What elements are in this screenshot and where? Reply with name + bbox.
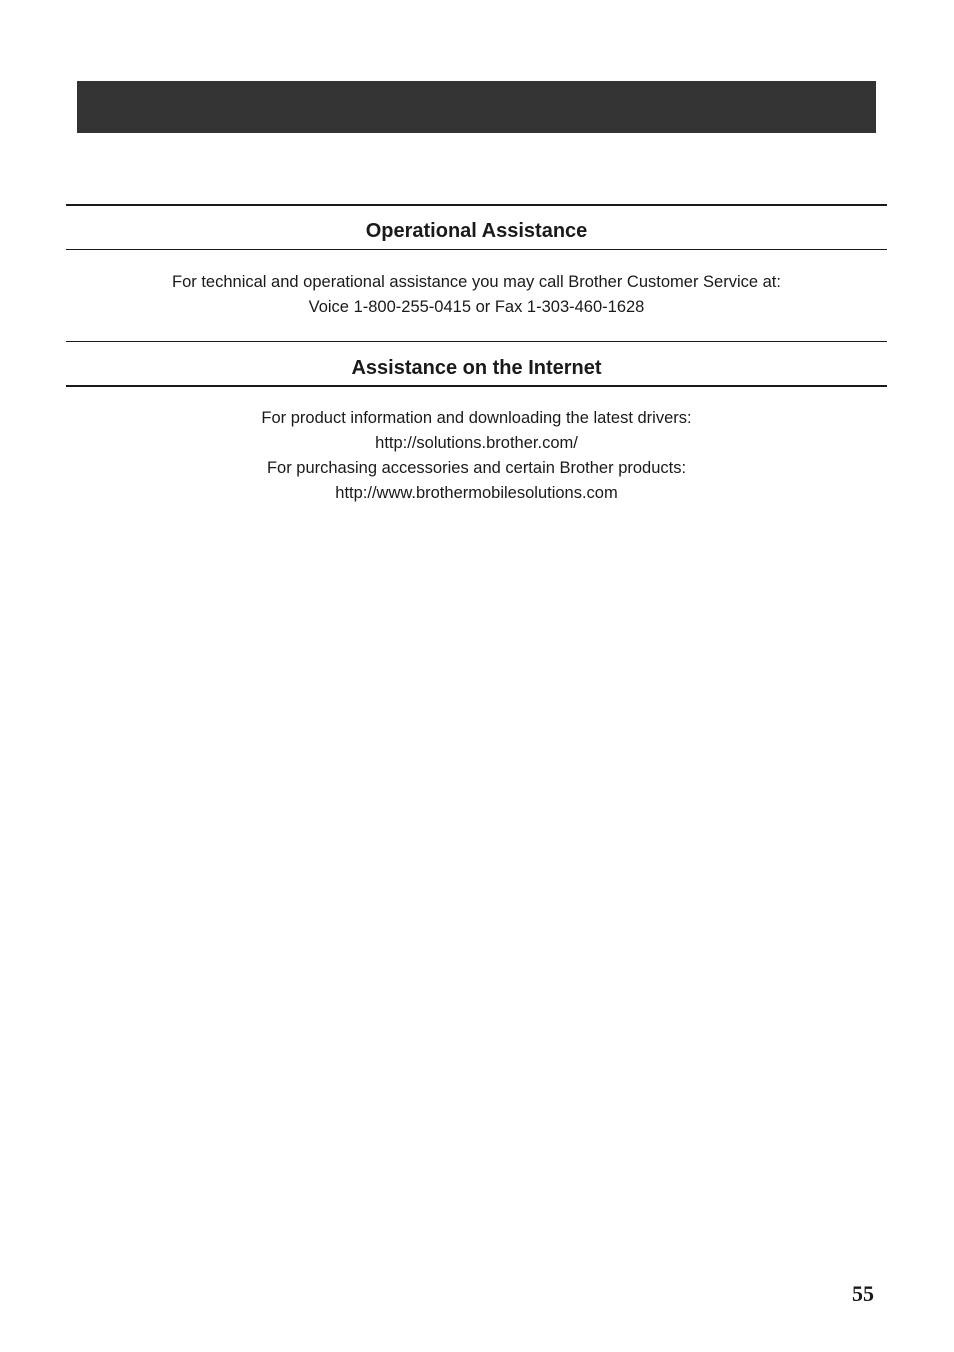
section-bottom-rule — [66, 249, 887, 250]
text-line: For technical and operational assistance you may call Brother Customer Service at: — [172, 273, 781, 291]
section-title-internet-assistance: Assistance on the Internet — [351, 357, 602, 379]
text-line: For purchasing accessories and certain Brother products: — [266, 459, 687, 477]
operational-assistance-text — [66, 270, 887, 320]
internet-assistance-text — [66, 406, 887, 506]
text-line: Voice 1-800-255-0415 or Fax 1-303-460-1628 — [308, 298, 645, 316]
section-title-operational-assistance: Operational Assistance — [365, 220, 588, 242]
page-number: 55 — [852, 1281, 874, 1306]
url-link-solutions[interactable]: http://solutions.brother.com/ — [375, 434, 578, 452]
text-line: For product information and downloading the latest drivers: — [261, 409, 692, 427]
url-link-mobile-solutions[interactable]: http://www.brothermobilesolutions.com — [335, 484, 618, 502]
section-top-rule — [66, 341, 887, 342]
section-bottom-rule — [66, 385, 887, 387]
section-top-rule — [66, 204, 887, 206]
chapter-header-bar — [77, 81, 876, 133]
